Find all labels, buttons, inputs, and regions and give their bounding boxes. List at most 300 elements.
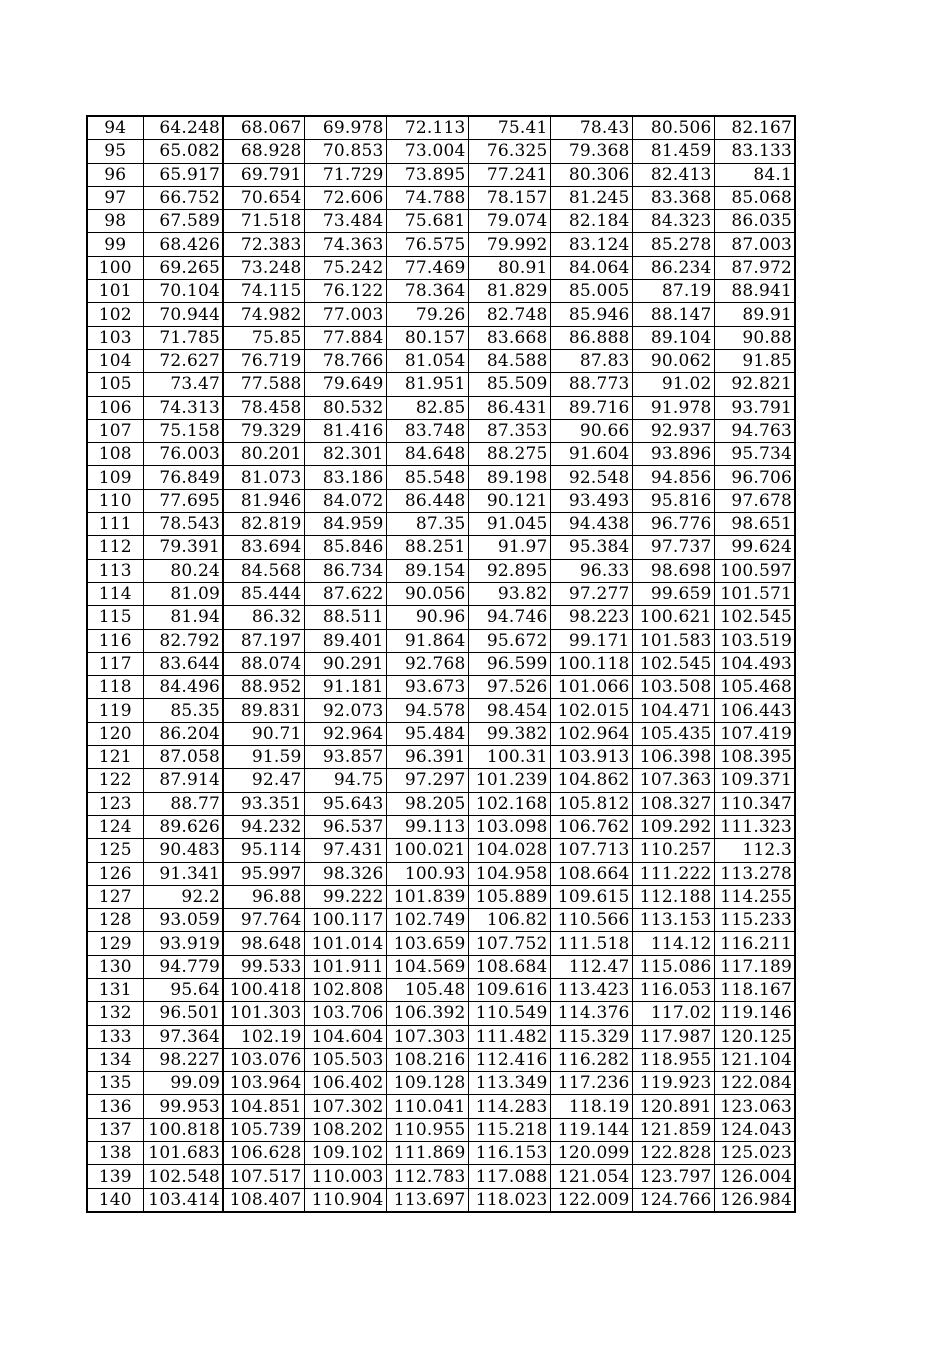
value-cell: 104.471	[632, 699, 714, 722]
value-cell: 99.624	[714, 536, 795, 559]
row-key-cell: 114	[87, 582, 143, 605]
value-cell: 79.329	[223, 419, 304, 442]
value-cell: 120.099	[550, 1142, 632, 1165]
value-cell: 76.325	[468, 140, 550, 163]
value-cell: 109.615	[550, 885, 632, 908]
value-cell: 85.444	[223, 582, 304, 605]
value-cell: 95.672	[468, 629, 550, 652]
value-cell: 102.545	[714, 606, 795, 629]
row-key-cell: 127	[87, 885, 143, 908]
value-cell: 94.232	[223, 815, 304, 838]
value-cell: 95.816	[632, 489, 714, 512]
value-cell: 84.064	[550, 256, 632, 279]
row-key-cell: 101	[87, 280, 143, 303]
table-row	[87, 466, 795, 489]
value-cell: 75.681	[386, 210, 468, 233]
row-key-cell: 119	[87, 699, 143, 722]
value-cell: 80.506	[632, 116, 714, 140]
value-cell: 66.752	[143, 186, 223, 209]
value-cell: 126.004	[714, 1165, 795, 1188]
value-cell: 89.154	[386, 559, 468, 582]
value-cell: 81.245	[550, 186, 632, 209]
value-cell: 116.053	[632, 978, 714, 1001]
value-cell: 78.766	[304, 349, 386, 372]
value-cell: 109.371	[714, 769, 795, 792]
table-row	[87, 699, 795, 722]
table-row	[87, 1048, 795, 1071]
row-key-cell: 113	[87, 559, 143, 582]
value-cell: 91.864	[386, 629, 468, 652]
value-cell: 115.329	[550, 1025, 632, 1048]
value-cell: 89.831	[223, 699, 304, 722]
value-cell: 72.113	[386, 116, 468, 140]
value-cell: 89.198	[468, 466, 550, 489]
value-cell: 110.566	[550, 909, 632, 932]
value-cell: 88.77	[143, 792, 223, 815]
value-cell: 121.104	[714, 1048, 795, 1071]
table-row	[87, 536, 795, 559]
value-cell: 107.363	[632, 769, 714, 792]
value-cell: 74.982	[223, 303, 304, 326]
value-cell: 71.785	[143, 326, 223, 349]
value-cell: 102.015	[550, 699, 632, 722]
value-cell: 89.716	[550, 396, 632, 419]
row-key-cell: 117	[87, 652, 143, 675]
value-cell: 73.47	[143, 373, 223, 396]
value-cell: 96.88	[223, 885, 304, 908]
row-key-cell: 122	[87, 769, 143, 792]
value-cell: 85.846	[304, 536, 386, 559]
value-cell: 93.673	[386, 676, 468, 699]
value-cell: 74.115	[223, 280, 304, 303]
value-cell: 76.719	[223, 349, 304, 372]
value-cell: 85.278	[632, 233, 714, 256]
value-cell: 102.964	[550, 722, 632, 745]
value-cell: 85.068	[714, 186, 795, 209]
value-cell: 82.167	[714, 116, 795, 140]
value-cell: 104.028	[468, 839, 550, 862]
value-cell: 95.734	[714, 443, 795, 466]
value-cell: 109.292	[632, 815, 714, 838]
value-cell: 119.146	[714, 1002, 795, 1025]
row-key-cell: 118	[87, 676, 143, 699]
value-cell: 100.93	[386, 862, 468, 885]
table-row	[87, 326, 795, 349]
value-cell: 96.776	[632, 513, 714, 536]
value-cell: 111.323	[714, 815, 795, 838]
row-key-cell: 139	[87, 1165, 143, 1188]
value-cell: 92.821	[714, 373, 795, 396]
value-cell: 84.568	[223, 559, 304, 582]
value-cell: 100.117	[304, 909, 386, 932]
value-cell: 110.549	[468, 1002, 550, 1025]
value-cell: 90.66	[550, 419, 632, 442]
value-cell: 88.941	[714, 280, 795, 303]
row-key-cell: 108	[87, 443, 143, 466]
value-cell: 82.413	[632, 163, 714, 186]
row-key-cell: 97	[87, 186, 143, 209]
value-cell: 97.526	[468, 676, 550, 699]
value-cell: 82.819	[223, 513, 304, 536]
value-cell: 126.984	[714, 1188, 795, 1212]
value-cell: 114.283	[468, 1095, 550, 1118]
value-cell: 93.059	[143, 909, 223, 932]
table-row	[87, 140, 795, 163]
row-key-cell: 96	[87, 163, 143, 186]
value-cell: 117.189	[714, 955, 795, 978]
value-cell: 76.003	[143, 443, 223, 466]
value-cell: 91.97	[468, 536, 550, 559]
row-key-cell: 121	[87, 746, 143, 769]
table-row	[87, 1142, 795, 1165]
value-cell: 74.788	[386, 186, 468, 209]
value-cell: 93.82	[468, 582, 550, 605]
value-cell: 101.239	[468, 769, 550, 792]
table-row	[87, 349, 795, 372]
table-row	[87, 885, 795, 908]
value-cell: 110.904	[304, 1188, 386, 1212]
value-cell: 101.583	[632, 629, 714, 652]
value-cell: 86.32	[223, 606, 304, 629]
value-cell: 91.02	[632, 373, 714, 396]
value-cell: 93.351	[223, 792, 304, 815]
value-cell: 124.043	[714, 1118, 795, 1141]
value-cell: 112.3	[714, 839, 795, 862]
value-cell: 77.588	[223, 373, 304, 396]
row-key-cell: 106	[87, 396, 143, 419]
value-cell: 107.419	[714, 722, 795, 745]
value-cell: 80.91	[468, 256, 550, 279]
table-row	[87, 722, 795, 745]
table-row	[87, 186, 795, 209]
value-cell: 105.435	[632, 722, 714, 745]
value-cell: 84.1	[714, 163, 795, 186]
value-cell: 119.923	[632, 1072, 714, 1095]
value-cell: 89.104	[632, 326, 714, 349]
value-cell: 120.891	[632, 1095, 714, 1118]
value-cell: 78.543	[143, 513, 223, 536]
value-cell: 110.003	[304, 1165, 386, 1188]
row-key-cell: 134	[87, 1048, 143, 1071]
row-key-cell: 135	[87, 1072, 143, 1095]
value-cell: 108.684	[468, 955, 550, 978]
value-cell: 72.627	[143, 349, 223, 372]
row-key-cell: 123	[87, 792, 143, 815]
row-key-cell: 94	[87, 116, 143, 140]
value-cell: 86.204	[143, 722, 223, 745]
value-cell: 117.02	[632, 1002, 714, 1025]
data-table	[86, 115, 796, 1213]
value-cell: 68.426	[143, 233, 223, 256]
value-cell: 73.004	[386, 140, 468, 163]
row-key-cell: 107	[87, 419, 143, 442]
value-cell: 92.548	[550, 466, 632, 489]
value-cell: 100.118	[550, 652, 632, 675]
table-row	[87, 513, 795, 536]
value-cell: 82.301	[304, 443, 386, 466]
table-row	[87, 839, 795, 862]
value-cell: 91.978	[632, 396, 714, 419]
value-cell: 94.763	[714, 419, 795, 442]
row-key-cell: 99	[87, 233, 143, 256]
value-cell: 78.157	[468, 186, 550, 209]
value-cell: 80.201	[223, 443, 304, 466]
table-row	[87, 978, 795, 1001]
value-cell: 95.643	[304, 792, 386, 815]
row-key-cell: 137	[87, 1118, 143, 1141]
value-cell: 106.443	[714, 699, 795, 722]
value-cell: 92.964	[304, 722, 386, 745]
value-cell: 85.548	[386, 466, 468, 489]
row-key-cell: 116	[87, 629, 143, 652]
value-cell: 107.302	[304, 1095, 386, 1118]
value-cell: 94.438	[550, 513, 632, 536]
value-cell: 82.184	[550, 210, 632, 233]
value-cell: 111.222	[632, 862, 714, 885]
value-cell: 108.664	[550, 862, 632, 885]
table-row	[87, 815, 795, 838]
value-cell: 81.054	[386, 349, 468, 372]
value-cell: 117.987	[632, 1025, 714, 1048]
value-cell: 97.737	[632, 536, 714, 559]
value-cell: 103.508	[632, 676, 714, 699]
table-row	[87, 792, 795, 815]
value-cell: 84.323	[632, 210, 714, 233]
table-row	[87, 559, 795, 582]
value-cell: 90.483	[143, 839, 223, 862]
value-cell: 79.26	[386, 303, 468, 326]
value-cell: 102.168	[468, 792, 550, 815]
table-row	[87, 932, 795, 955]
value-cell: 90.71	[223, 722, 304, 745]
value-cell: 97.764	[223, 909, 304, 932]
value-cell: 96.537	[304, 815, 386, 838]
value-cell: 100.597	[714, 559, 795, 582]
value-cell: 123.797	[632, 1165, 714, 1188]
value-cell: 87.83	[550, 349, 632, 372]
value-cell: 96.501	[143, 1002, 223, 1025]
value-cell: 106.762	[550, 815, 632, 838]
value-cell: 95.384	[550, 536, 632, 559]
value-cell: 83.644	[143, 652, 223, 675]
value-cell: 88.251	[386, 536, 468, 559]
value-cell: 104.862	[550, 769, 632, 792]
value-cell: 102.545	[632, 652, 714, 675]
value-cell: 81.416	[304, 419, 386, 442]
value-cell: 90.291	[304, 652, 386, 675]
row-key-cell: 130	[87, 955, 143, 978]
value-cell: 70.944	[143, 303, 223, 326]
value-cell: 99.953	[143, 1095, 223, 1118]
value-cell: 113.349	[468, 1072, 550, 1095]
value-cell: 93.896	[632, 443, 714, 466]
value-cell: 78.364	[386, 280, 468, 303]
value-cell: 90.121	[468, 489, 550, 512]
table-row	[87, 256, 795, 279]
value-cell: 104.604	[304, 1025, 386, 1048]
value-cell: 105.503	[304, 1048, 386, 1071]
value-cell: 76.849	[143, 466, 223, 489]
value-cell: 69.978	[304, 116, 386, 140]
table-row	[87, 210, 795, 233]
value-cell: 101.066	[550, 676, 632, 699]
value-cell: 91.045	[468, 513, 550, 536]
value-cell: 89.91	[714, 303, 795, 326]
row-key-cell: 136	[87, 1095, 143, 1118]
value-cell: 108.327	[632, 792, 714, 815]
value-cell: 109.128	[386, 1072, 468, 1095]
value-cell: 103.076	[223, 1048, 304, 1071]
table-row	[87, 606, 795, 629]
value-cell: 84.588	[468, 349, 550, 372]
value-cell: 89.401	[304, 629, 386, 652]
value-cell: 120.125	[714, 1025, 795, 1048]
value-cell: 102.749	[386, 909, 468, 932]
value-cell: 103.414	[143, 1188, 223, 1212]
value-cell: 110.041	[386, 1095, 468, 1118]
value-cell: 100.418	[223, 978, 304, 1001]
value-cell: 103.913	[550, 746, 632, 769]
table-row	[87, 396, 795, 419]
value-cell: 118.19	[550, 1095, 632, 1118]
value-cell: 97.364	[143, 1025, 223, 1048]
value-cell: 84.959	[304, 513, 386, 536]
row-key-cell: 125	[87, 839, 143, 862]
value-cell: 80.157	[386, 326, 468, 349]
table-row	[87, 419, 795, 442]
table-row	[87, 955, 795, 978]
value-cell: 99.113	[386, 815, 468, 838]
value-cell: 93.791	[714, 396, 795, 419]
value-cell: 86.448	[386, 489, 468, 512]
value-cell: 71.518	[223, 210, 304, 233]
row-key-cell: 140	[87, 1188, 143, 1212]
value-cell: 80.24	[143, 559, 223, 582]
value-cell: 118.167	[714, 978, 795, 1001]
value-cell: 113.278	[714, 862, 795, 885]
value-cell: 95.64	[143, 978, 223, 1001]
row-key-cell: 110	[87, 489, 143, 512]
value-cell: 93.857	[304, 746, 386, 769]
value-cell: 91.604	[550, 443, 632, 466]
value-cell: 85.946	[550, 303, 632, 326]
value-cell: 107.713	[550, 839, 632, 862]
value-cell: 85.35	[143, 699, 223, 722]
value-cell: 105.48	[386, 978, 468, 1001]
value-cell: 81.829	[468, 280, 550, 303]
value-cell: 87.353	[468, 419, 550, 442]
value-cell: 89.626	[143, 815, 223, 838]
value-cell: 112.188	[632, 885, 714, 908]
value-cell: 78.458	[223, 396, 304, 419]
value-cell: 101.911	[304, 955, 386, 978]
value-cell: 108.407	[223, 1188, 304, 1212]
value-cell: 116.282	[550, 1048, 632, 1071]
value-cell: 78.43	[550, 116, 632, 140]
value-cell: 83.748	[386, 419, 468, 442]
value-cell: 103.964	[223, 1072, 304, 1095]
value-cell: 69.791	[223, 163, 304, 186]
value-cell: 107.303	[386, 1025, 468, 1048]
value-cell: 88.952	[223, 676, 304, 699]
value-cell: 81.459	[632, 140, 714, 163]
value-cell: 90.96	[386, 606, 468, 629]
value-cell: 106.82	[468, 909, 550, 932]
value-cell: 112.47	[550, 955, 632, 978]
table-row	[87, 489, 795, 512]
value-cell: 97.431	[304, 839, 386, 862]
value-cell: 72.383	[223, 233, 304, 256]
value-cell: 67.589	[143, 210, 223, 233]
value-cell: 93.493	[550, 489, 632, 512]
value-cell: 96.33	[550, 559, 632, 582]
value-cell: 106.402	[304, 1072, 386, 1095]
value-cell: 81.94	[143, 606, 223, 629]
value-cell: 92.2	[143, 885, 223, 908]
table-row	[87, 163, 795, 186]
value-cell: 92.895	[468, 559, 550, 582]
value-cell: 94.856	[632, 466, 714, 489]
value-cell: 98.698	[632, 559, 714, 582]
value-cell: 81.946	[223, 489, 304, 512]
value-cell: 112.416	[468, 1048, 550, 1071]
row-key-cell: 98	[87, 210, 143, 233]
value-cell: 90.88	[714, 326, 795, 349]
value-cell: 65.917	[143, 163, 223, 186]
value-cell: 79.649	[304, 373, 386, 396]
table-row	[87, 862, 795, 885]
value-cell: 92.47	[223, 769, 304, 792]
value-cell: 87.914	[143, 769, 223, 792]
value-cell: 95.484	[386, 722, 468, 745]
row-key-cell: 128	[87, 909, 143, 932]
value-cell: 75.242	[304, 256, 386, 279]
value-cell: 91.59	[223, 746, 304, 769]
value-cell: 101.839	[386, 885, 468, 908]
value-cell: 92.937	[632, 419, 714, 442]
value-cell: 79.992	[468, 233, 550, 256]
value-cell: 93.919	[143, 932, 223, 955]
value-cell: 92.768	[386, 652, 468, 675]
value-cell: 87.003	[714, 233, 795, 256]
table-row	[87, 1165, 795, 1188]
value-cell: 122.009	[550, 1188, 632, 1212]
value-cell: 100.021	[386, 839, 468, 862]
value-cell: 81.073	[223, 466, 304, 489]
value-cell: 98.227	[143, 1048, 223, 1071]
table-row	[87, 443, 795, 466]
row-key-cell: 104	[87, 349, 143, 372]
value-cell: 82.792	[143, 629, 223, 652]
value-cell: 88.275	[468, 443, 550, 466]
value-cell: 112.783	[386, 1165, 468, 1188]
value-cell: 111.482	[468, 1025, 550, 1048]
value-cell: 113.153	[632, 909, 714, 932]
value-cell: 103.098	[468, 815, 550, 838]
value-cell: 102.808	[304, 978, 386, 1001]
value-cell: 98.205	[386, 792, 468, 815]
value-cell: 111.869	[386, 1142, 468, 1165]
value-cell: 86.431	[468, 396, 550, 419]
value-cell: 123.063	[714, 1095, 795, 1118]
value-cell: 65.082	[143, 140, 223, 163]
value-cell: 64.248	[143, 116, 223, 140]
value-cell: 90.062	[632, 349, 714, 372]
value-cell: 125.023	[714, 1142, 795, 1165]
value-cell: 83.368	[632, 186, 714, 209]
row-key-cell: 100	[87, 256, 143, 279]
value-cell: 92.073	[304, 699, 386, 722]
